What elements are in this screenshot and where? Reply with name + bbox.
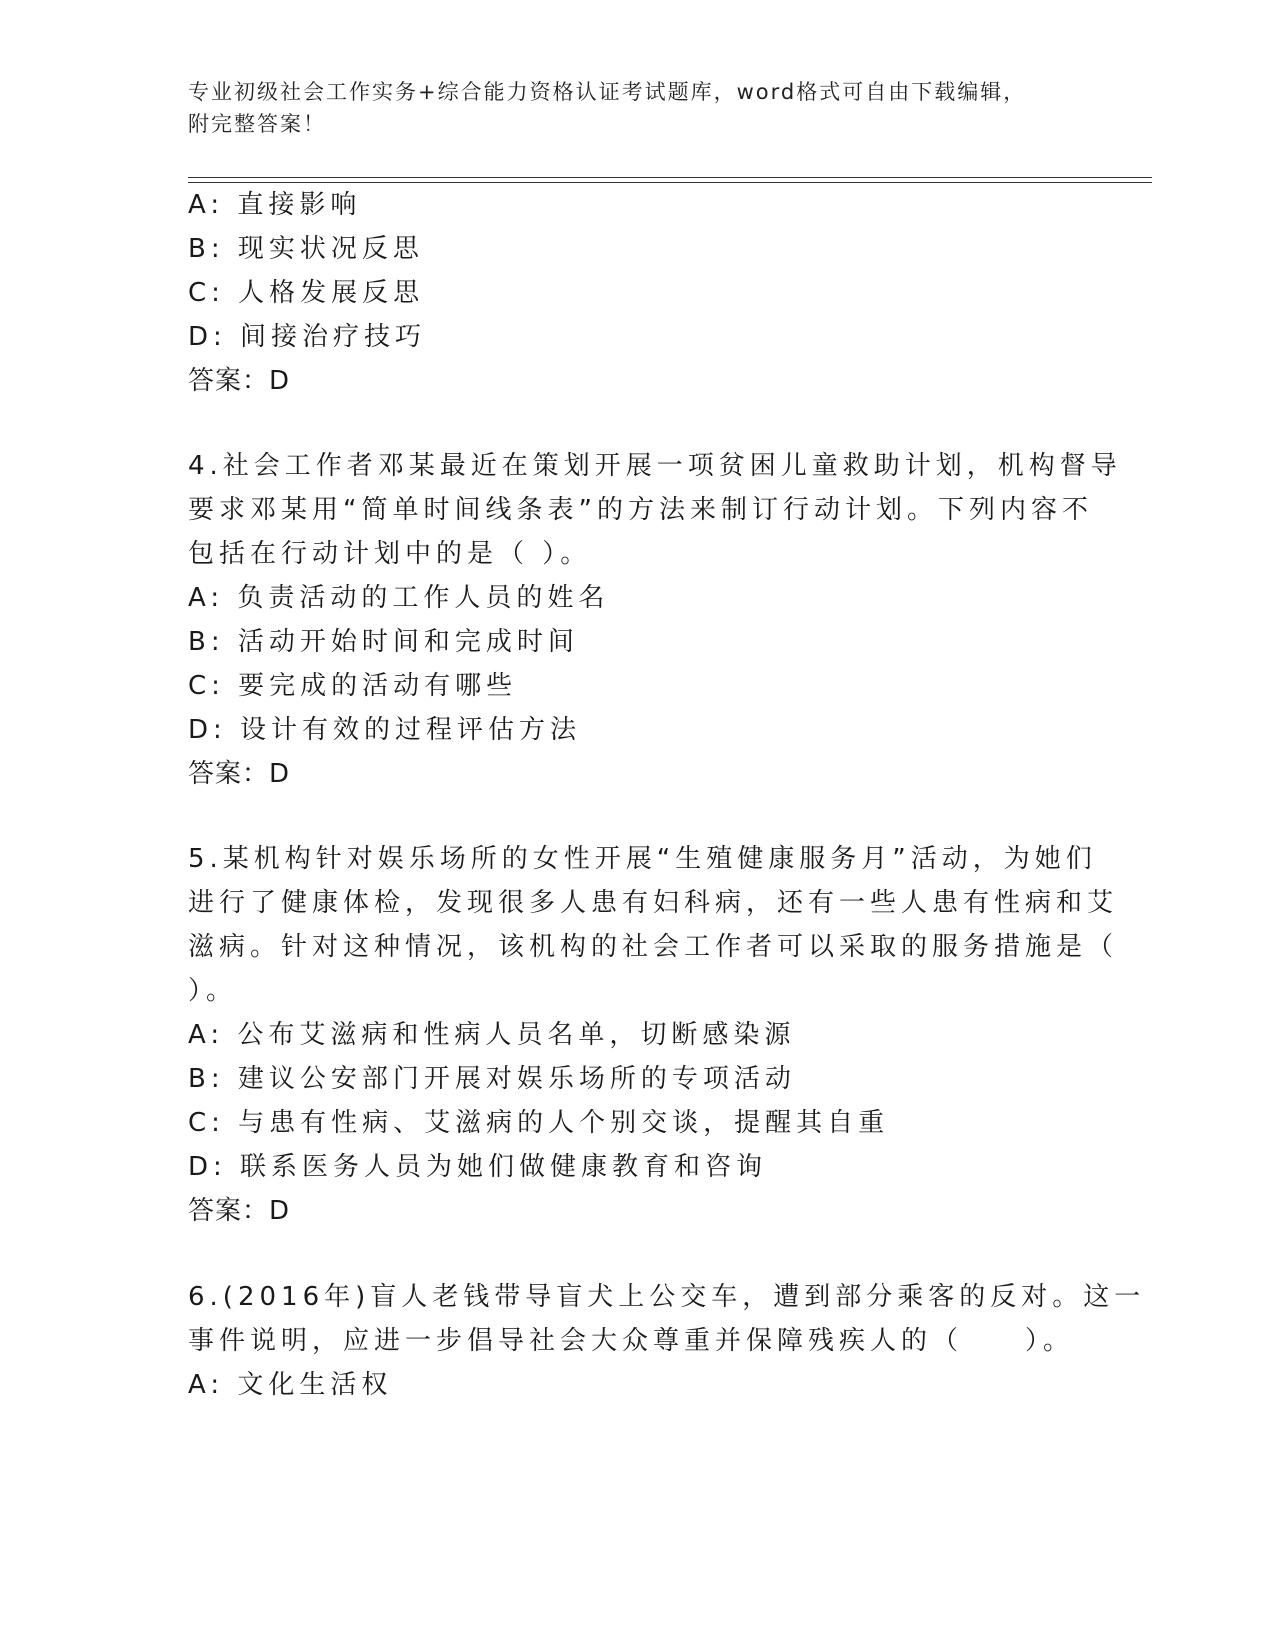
- option-a: A: 公布艾滋病和性病人员名单，切断感染源: [188, 1020, 796, 1050]
- header-divider-bottom: [188, 182, 1152, 183]
- question-stem-line: 滋病。针对这种情况，该机构的社会工作者可以采取的服务措施是（: [188, 932, 1119, 962]
- header-title-line-1: 专业初级社会工作实务+综合能力资格认证考试题库，word格式可自由下载编辑，: [188, 80, 1027, 104]
- question-stem-line: 5.某机构针对娱乐场所的女性开展“生殖健康服务月”活动，为她们: [188, 844, 1097, 874]
- question-stem-line: 包括在行动计划中的是（ ）。: [188, 539, 592, 569]
- option-c: C: 人格发展反思: [188, 278, 425, 308]
- question-stem-line: 4.社会工作者邓某最近在策划开展一项贫困儿童救助计划，机构督导: [188, 451, 1122, 481]
- option-d: D: 联系医务人员为她们做健康教育和咨询: [188, 1152, 768, 1182]
- option-d: D: 设计有效的过程评估方法: [188, 715, 582, 745]
- answer: 答案：D: [188, 366, 291, 396]
- question-stem-line: 事件说明，应进一步倡导社会大众尊重并保障残疾人的（ ）。: [188, 1326, 1075, 1356]
- question-stem-line: 6.(2016年)盲人老钱带导盲犬上公交车，遭到部分乘客的反对。这一: [188, 1282, 1146, 1312]
- option-b: B: 现实状况反思: [188, 234, 424, 264]
- option-a: A: 负责活动的工作人员的姓名: [188, 583, 610, 613]
- option-c: C: 与患有性病、艾滋病的人个别交谈，提醒其自重: [188, 1108, 890, 1138]
- question-stem-line: ）。: [188, 976, 238, 1006]
- option-d: D: 间接治疗技巧: [188, 322, 427, 352]
- answer: 答案：D: [188, 1196, 291, 1226]
- header-title-line-2: 附完整答案！: [188, 112, 326, 136]
- option-c: C: 要完成的活动有哪些: [188, 671, 518, 701]
- answer: 答案：D: [188, 759, 291, 789]
- option-a: A: 文化生活权: [188, 1370, 393, 1400]
- option-a: A: 直接影响: [188, 190, 362, 220]
- document-header: [188, 76, 1078, 140]
- option-b: B: 建议公安部门开展对娱乐场所的专项活动: [188, 1064, 796, 1094]
- header-divider-top: [188, 177, 1152, 178]
- question-stem-line: 进行了健康体检，发现很多人患有妇科病，还有一些人患有性病和艾: [188, 888, 1119, 918]
- question-stem-line: 要求邓某用“简单时间线条表”的方法来制订行动计划。下列内容不: [188, 495, 1093, 525]
- option-b: B: 活动开始时间和完成时间: [188, 627, 579, 657]
